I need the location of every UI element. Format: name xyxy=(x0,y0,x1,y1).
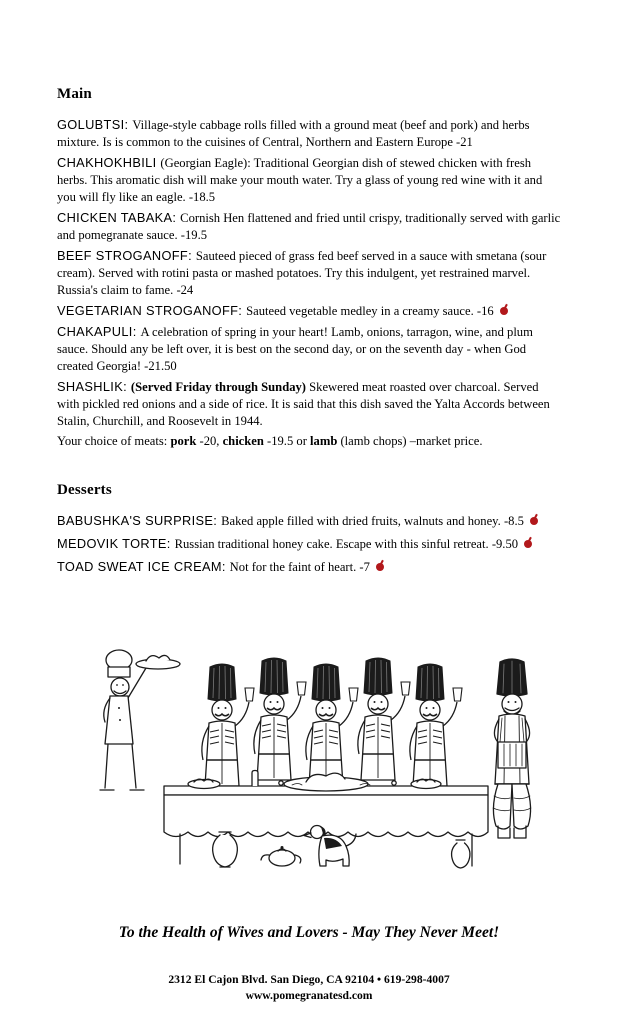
dish-name: BEEF STROGANOFF: xyxy=(57,248,196,263)
pomegranate-icon xyxy=(376,563,384,571)
dish-text: Sauteed vegetable medley in a creamy sauce. -16 xyxy=(246,304,497,318)
dish-text: pork xyxy=(170,434,197,448)
roast-platter xyxy=(284,773,370,791)
organ-grinder-man xyxy=(493,659,531,838)
dish-text: Sauteed pieced of grass fed beef served in a sauce with smetana (sour cream). Served with rotini pasta or mashed potatoes. Try this indulgent, yet restrained marvel. Russia's claim to fame. -24 xyxy=(57,249,547,297)
dish-name: GOLUBTSI: xyxy=(57,117,133,132)
menu-item xyxy=(57,512,561,530)
menu-item xyxy=(57,116,561,151)
pomegranate-icon xyxy=(524,540,532,548)
toasting-man xyxy=(254,658,306,780)
dish-text: A celebration of spring in your heart! Lamb, onions, tarragon, wine, and plum sauce. Should any be left over, it is best on the second day, or on the seventh day - when God created Georgia! -21.50 xyxy=(57,325,533,373)
dish-text: (lamb chops) –market price. xyxy=(337,434,483,448)
teapot xyxy=(261,846,301,866)
dish-text: Cornish Hen flattened and fried until crispy, traditionally served with garlic and pomegranate sauce. -19.5 xyxy=(57,211,561,242)
amphora-left xyxy=(213,832,238,867)
dish-text: Your choice of meats: xyxy=(57,434,171,448)
section-heading-desserts: Desserts xyxy=(57,482,112,498)
banquet-drawing xyxy=(74,634,544,882)
chef-figure xyxy=(100,650,180,790)
dish-text: -20, xyxy=(196,434,223,448)
menu-item xyxy=(57,154,561,206)
main-items xyxy=(57,116,561,450)
dish-name: CHAKAPULI: xyxy=(57,324,141,339)
dish-name: CHAKHOKHBILI xyxy=(57,155,161,170)
banquet-illustration xyxy=(74,634,544,882)
jug-right xyxy=(452,840,470,868)
section-main xyxy=(57,86,561,450)
dish-text: Skewered meat roasted over charcoal. Served with pickled red onions and a side of rice. It is said that this dish saved the Yalta Accords between Stalin, Churchill, and Roosevelt in 1944. xyxy=(57,380,550,428)
menu-item xyxy=(57,209,561,244)
website-line: www.pomegranatesd.com xyxy=(245,989,373,1002)
dish-text: (Served Friday through Sunday) xyxy=(130,380,310,394)
pomegranate-icon xyxy=(500,307,508,315)
toast-line: To the Health of Wives and Lovers - May They Never Meet! xyxy=(118,924,500,941)
dish-name: BABUSHKA'S SURPRISE: xyxy=(57,513,222,528)
dish-name: SHASHLIK: xyxy=(57,379,131,394)
menu-item xyxy=(57,378,561,430)
address-line: 2312 El Cajon Blvd. San Diego, CA 92104 • 619-298-4007 xyxy=(168,973,450,986)
dish-name: CHICKEN TABAKA: xyxy=(57,210,181,225)
desserts-items xyxy=(57,512,561,576)
dish-name: TOAD SWEAT ICE CREAM: xyxy=(57,559,230,574)
menu-item xyxy=(57,535,561,553)
dish-text: Baked apple filled with dried fruits, walnuts and honey. -8.5 xyxy=(221,514,528,528)
toasting-man xyxy=(202,664,254,786)
menu-item xyxy=(57,323,561,375)
menu-item xyxy=(57,302,561,320)
toasting-man xyxy=(410,664,462,786)
menu-item xyxy=(57,433,561,450)
dish-text: chicken xyxy=(222,434,264,448)
dish-text: Not for the faint of heart. -7 xyxy=(229,560,374,574)
dish-text: Russian traditional honey cake. Escape with this sinful retreat. -9.50 xyxy=(174,537,522,551)
contact-block xyxy=(57,972,561,1004)
dish-text: lamb xyxy=(310,434,338,448)
section-desserts xyxy=(57,482,561,576)
toasting-man xyxy=(306,664,358,786)
toasting-man xyxy=(358,658,410,780)
dish-text: -19.5 or xyxy=(263,434,311,448)
dish-name: MEDOVIK TORTE: xyxy=(57,536,175,551)
dish-text: (Georgian Eagle): Traditional Georgian dish of stewed chicken with fresh herbs. This aromatic dish will make your mouth water. Try a glass of young red wine with it and you will fly like an eagle. -18.5 xyxy=(57,156,543,204)
pomegranate-icon xyxy=(530,517,538,525)
dish-text: Village-style cabbage rolls filled with a ground meat (beef and pork) and herbs mixture. Is is common to the cuisines of Central, Northern and Eastern Europe -21 xyxy=(57,118,530,149)
menu-item xyxy=(57,247,561,299)
dish-name: VEGETARIAN STROGANOFF: xyxy=(57,303,247,318)
menu-item xyxy=(57,558,561,576)
section-heading-main: Main xyxy=(57,86,92,102)
